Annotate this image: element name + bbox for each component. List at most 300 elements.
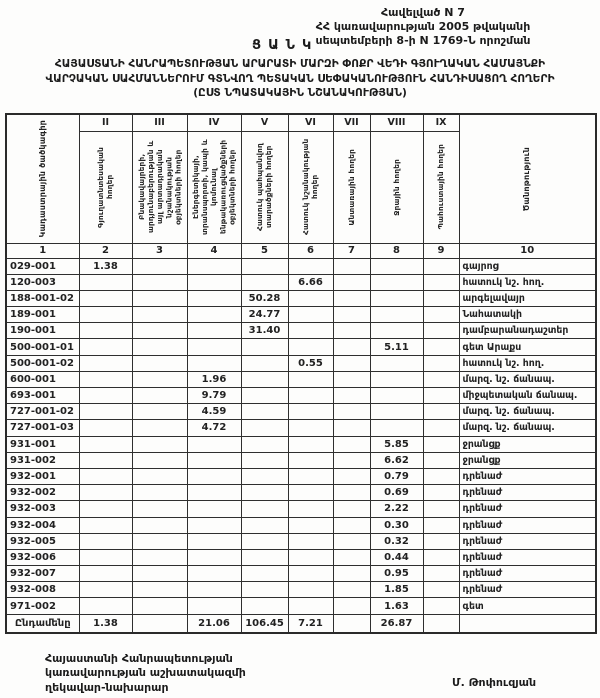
area-value-c4 <box>187 436 241 452</box>
area-value-c2 <box>79 549 132 565</box>
area-value-c2 <box>79 452 132 468</box>
column-index-6: 6 <box>288 243 333 258</box>
area-value-c7 <box>333 485 370 501</box>
area-value-c5 <box>241 388 288 404</box>
signatory-block <box>45 652 246 695</box>
area-value-c9 <box>423 452 459 468</box>
area-value-c8: 6.62 <box>370 452 423 468</box>
table-row <box>6 371 596 387</box>
area-value-c8 <box>370 274 423 290</box>
roman-numeral-III: III <box>132 114 187 131</box>
total-value-c6: 7.21 <box>288 614 333 633</box>
column-index-10: 10 <box>459 243 596 258</box>
area-value-c3 <box>132 485 187 501</box>
area-value-c8 <box>370 290 423 306</box>
area-value-c2 <box>79 566 132 582</box>
area-value-c7 <box>333 517 370 533</box>
area-value-c9 <box>423 436 459 452</box>
area-value-c9 <box>423 323 459 339</box>
cadastral-code: 971-002 <box>6 598 79 614</box>
column-index-7: 7 <box>333 243 370 258</box>
area-value-c2 <box>79 371 132 387</box>
area-value-c7 <box>333 582 370 598</box>
note-cell: ջրանցք <box>459 436 596 452</box>
total-value-c2: 1.38 <box>79 614 132 633</box>
area-value-c8: 0.32 <box>370 533 423 549</box>
category-header-label: Գյուղատնտեսական հողեր <box>96 146 115 228</box>
area-value-c9 <box>423 307 459 323</box>
area-value-c3 <box>132 566 187 582</box>
cadastral-code: 500-001-02 <box>6 355 79 371</box>
note-cell: մարզ. նշ. ճանապ. <box>459 404 596 420</box>
area-value-c8: 0.69 <box>370 485 423 501</box>
table-row <box>6 452 596 468</box>
area-value-c8 <box>370 258 423 274</box>
area-value-c5 <box>241 501 288 517</box>
area-value-c3 <box>132 436 187 452</box>
table-row <box>6 290 596 306</box>
area-value-c3 <box>132 290 187 306</box>
cadastral-code: 932-004 <box>6 517 79 533</box>
note-cell: դրենաժ <box>459 549 596 565</box>
area-value-c4 <box>187 339 241 355</box>
area-value-c4 <box>187 307 241 323</box>
area-value-c9 <box>423 566 459 582</box>
column-index-5: 5 <box>241 243 288 258</box>
area-value-c6 <box>288 598 333 614</box>
table-row <box>6 566 596 582</box>
category-header-5 <box>241 131 288 243</box>
table-row <box>6 339 596 355</box>
total-label: Ընդամենը <box>6 614 79 633</box>
column-index-2: 2 <box>79 243 132 258</box>
area-value-c5 <box>241 436 288 452</box>
table-row <box>6 468 596 484</box>
roman-numeral-row <box>6 114 596 131</box>
area-value-c4 <box>187 598 241 614</box>
area-value-c9 <box>423 339 459 355</box>
area-value-c9 <box>423 404 459 420</box>
area-value-c6: 0.55 <box>288 355 333 371</box>
area-value-c7 <box>333 258 370 274</box>
area-value-c7 <box>333 388 370 404</box>
table-row <box>6 582 596 598</box>
area-value-c5 <box>241 533 288 549</box>
note-cell: դրենաժ <box>459 582 596 598</box>
cadastral-code: 932-003 <box>6 501 79 517</box>
area-value-c8: 0.44 <box>370 549 423 565</box>
area-value-c4 <box>187 290 241 306</box>
area-value-c6 <box>288 323 333 339</box>
table-row <box>6 501 596 517</box>
area-value-c7 <box>333 371 370 387</box>
document-title <box>10 57 590 101</box>
roman-numeral-IX: IX <box>423 114 459 131</box>
roman-numeral-II: II <box>79 114 132 131</box>
area-value-c8: 5.85 <box>370 436 423 452</box>
column-index-1: 1 <box>6 243 79 258</box>
area-value-c5 <box>241 566 288 582</box>
area-value-c6 <box>288 452 333 468</box>
area-value-c8: 1.63 <box>370 598 423 614</box>
area-value-c9 <box>423 290 459 306</box>
area-value-c6 <box>288 468 333 484</box>
table-row <box>6 323 596 339</box>
note-cell: գետ Արաքս <box>459 339 596 355</box>
area-value-c2 <box>79 598 132 614</box>
area-value-c5 <box>241 468 288 484</box>
area-value-c7 <box>333 355 370 371</box>
category-header-label: Պահուստային հողեր <box>436 144 446 230</box>
cadastral-code: 188-001-02 <box>6 290 79 306</box>
category-header-2 <box>79 131 132 243</box>
area-value-c4 <box>187 501 241 517</box>
area-value-c3 <box>132 598 187 614</box>
area-value-c6: 6.66 <box>288 274 333 290</box>
area-value-c3 <box>132 549 187 565</box>
cadastral-code: 190-001 <box>6 323 79 339</box>
area-value-c3 <box>132 468 187 484</box>
area-value-c5: 31.40 <box>241 323 288 339</box>
area-value-c5 <box>241 371 288 387</box>
note-cell: արգելավայր <box>459 290 596 306</box>
area-value-c5: 24.77 <box>241 307 288 323</box>
area-value-c7 <box>333 436 370 452</box>
roman-numeral-VI: VI <box>288 114 333 131</box>
note-cell: դրենաժ <box>459 566 596 582</box>
table-row <box>6 436 596 452</box>
note-cell: դրենաժ <box>459 501 596 517</box>
cadastral-code: 693-001 <box>6 388 79 404</box>
area-value-c4 <box>187 549 241 565</box>
area-value-c8: 2.22 <box>370 501 423 517</box>
area-value-c9 <box>423 420 459 436</box>
cadastral-code: 727-001-02 <box>6 404 79 420</box>
area-value-c4 <box>187 468 241 484</box>
note-cell: դրենաժ <box>459 533 596 549</box>
area-value-c7 <box>333 598 370 614</box>
area-value-c9 <box>423 485 459 501</box>
note-cell: դրենաժ <box>459 468 596 484</box>
column-index-4: 4 <box>187 243 241 258</box>
document-type-label: ՑԱՆԿ <box>252 38 319 53</box>
area-value-c9 <box>423 355 459 371</box>
area-value-c6 <box>288 582 333 598</box>
area-value-c5 <box>241 517 288 533</box>
category-header-6 <box>288 131 333 243</box>
area-value-c8: 1.85 <box>370 582 423 598</box>
area-value-c2 <box>79 404 132 420</box>
area-value-c2 <box>79 582 132 598</box>
area-value-c7 <box>333 323 370 339</box>
table-row <box>6 598 596 614</box>
area-value-c2 <box>79 501 132 517</box>
area-value-c9 <box>423 549 459 565</box>
area-value-c8: 0.30 <box>370 517 423 533</box>
area-value-c3 <box>132 501 187 517</box>
area-value-c6 <box>288 485 333 501</box>
area-value-c6 <box>288 549 333 565</box>
cadastral-code: 932-001 <box>6 468 79 484</box>
area-value-c3 <box>132 355 187 371</box>
column-index-3: 3 <box>132 243 187 258</box>
table-row <box>6 420 596 436</box>
table-row <box>6 307 596 323</box>
area-value-c2 <box>79 485 132 501</box>
cadastral-code: 931-002 <box>6 452 79 468</box>
area-value-c4 <box>187 258 241 274</box>
total-value-c4: 21.06 <box>187 614 241 633</box>
area-value-c4 <box>187 323 241 339</box>
area-value-c5 <box>241 485 288 501</box>
area-value-c6 <box>288 436 333 452</box>
note-cell: ջրանցք <box>459 452 596 468</box>
area-value-c3 <box>132 323 187 339</box>
area-value-c2 <box>79 307 132 323</box>
area-value-c9 <box>423 468 459 484</box>
area-value-c2 <box>79 388 132 404</box>
note-cell: հատուկ նշ. հող. <box>459 355 596 371</box>
roman-numeral-VII: VII <box>333 114 370 131</box>
area-value-c3 <box>132 339 187 355</box>
area-value-c6 <box>288 307 333 323</box>
table-row <box>6 549 596 565</box>
category-header-3 <box>132 131 187 243</box>
total-value-c8: 26.87 <box>370 614 423 633</box>
area-value-c7 <box>333 290 370 306</box>
area-value-c8 <box>370 371 423 387</box>
area-value-c4 <box>187 355 241 371</box>
area-value-c2 <box>79 533 132 549</box>
note-cell: գետ <box>459 598 596 614</box>
cadastral-code: 932-005 <box>6 533 79 549</box>
table-row <box>6 485 596 501</box>
area-value-c3 <box>132 371 187 387</box>
column-index-9: 9 <box>423 243 459 258</box>
cadastral-code: 029-001 <box>6 258 79 274</box>
table-row <box>6 517 596 533</box>
area-value-c7 <box>333 404 370 420</box>
area-value-c3 <box>132 517 187 533</box>
area-value-c7 <box>333 468 370 484</box>
note-cell: հատուկ նշ. հող. <box>459 274 596 290</box>
category-header-label: Բնակավայրերի, արդյունաբերության և այլ արտադրական նշանակության օբյեկտների հողեր <box>136 140 183 234</box>
area-value-c5 <box>241 355 288 371</box>
total-value-c9 <box>423 614 459 633</box>
area-value-c6 <box>288 501 333 517</box>
table-row <box>6 274 596 290</box>
category-header-9 <box>423 131 459 243</box>
area-value-c4: 9.79 <box>187 388 241 404</box>
table-row <box>6 388 596 404</box>
area-value-c9 <box>423 274 459 290</box>
cadastral-code: 932-006 <box>6 549 79 565</box>
area-value-c7 <box>333 549 370 565</box>
area-value-c5: 50.28 <box>241 290 288 306</box>
appendix-number: Հավելված N 7 <box>381 6 465 19</box>
total-value-c5: 106.45 <box>241 614 288 633</box>
area-value-c3 <box>132 420 187 436</box>
area-value-c5 <box>241 258 288 274</box>
area-value-c5 <box>241 582 288 598</box>
area-value-c2 <box>79 355 132 371</box>
cadastral-code: 932-002 <box>6 485 79 501</box>
area-value-c3 <box>132 388 187 404</box>
area-value-c3 <box>132 258 187 274</box>
table-row <box>6 533 596 549</box>
area-value-c2: 1.38 <box>79 258 132 274</box>
total-value-c7 <box>333 614 370 633</box>
roman-numeral-VIII: VIII <box>370 114 423 131</box>
area-value-c8: 0.79 <box>370 468 423 484</box>
note-cell: դրենաժ <box>459 517 596 533</box>
land-category-table <box>5 113 597 634</box>
area-value-c5 <box>241 420 288 436</box>
note-cell: միջպետական ճանապ. <box>459 388 596 404</box>
area-value-c8 <box>370 307 423 323</box>
title-line-1: ՀԱՅԱՍՏԱՆԻ ՀԱՆՐԱՊԵՏՈՒԹՅԱՆ ԱՐԱՐԱՏԻ ՄԱՐԶԻ ՓՈՔՐ ՎԵԴԻ ԳՅՈՒՂԱԿԱՆ ՀԱՄԱՅՆՔԻ <box>54 58 546 70</box>
signature-name: Մ. Թոփուզյան <box>452 676 537 689</box>
area-value-c7 <box>333 307 370 323</box>
total-row <box>6 614 596 633</box>
note-cell: մարզ. նշ. ճանապ. <box>459 371 596 387</box>
area-value-c9 <box>423 598 459 614</box>
decree-line-2: սեպտեմբերի 8-ի N 1769-Ն որոշման <box>315 33 531 47</box>
cadastral-code-header: Կադաստրային ծածկագիր <box>6 114 79 243</box>
area-value-c9 <box>423 258 459 274</box>
area-value-c2 <box>79 436 132 452</box>
cadastral-code: 931-001 <box>6 436 79 452</box>
roman-numeral-V: V <box>241 114 288 131</box>
total-note-cell <box>459 614 596 633</box>
area-value-c6 <box>288 404 333 420</box>
area-value-c7 <box>333 339 370 355</box>
area-value-c8 <box>370 323 423 339</box>
category-header-label: Ջրային հողեր <box>391 158 401 216</box>
area-value-c6 <box>288 290 333 306</box>
area-value-c5 <box>241 404 288 420</box>
area-value-c3 <box>132 533 187 549</box>
category-header-8 <box>370 131 423 243</box>
note-cell: դամբարանադաշտեր <box>459 323 596 339</box>
area-value-c9 <box>423 582 459 598</box>
table-row <box>6 355 596 371</box>
cadastral-code: 120-003 <box>6 274 79 290</box>
cadastral-code: 189-001 <box>6 307 79 323</box>
category-header-label: Էներգետիկայի, տրանսպորտի, կապի և կոմունալ ենթակառուցվածքների օբյեկտների հողեր <box>191 139 237 235</box>
area-value-c2 <box>79 274 132 290</box>
area-value-c4 <box>187 582 241 598</box>
total-value-c3 <box>132 614 187 633</box>
cadastral-code: 500-001-01 <box>6 339 79 355</box>
title-line-2: ՎԱՐՉԱԿԱՆ ՍԱՀՄԱՆՆԵՐՈՒՄ ԳՏՆՎՈՂ ՊԵՏԱԿԱՆ ՍԵՓԱԿԱՆՈՒԹՅՈՒՆ ՀԱՆԴԻՍԱՑՈՂ ՀՈՂԵՐԻ <box>45 72 555 85</box>
area-value-c9 <box>423 533 459 549</box>
area-value-c4: 4.72 <box>187 420 241 436</box>
area-value-c4 <box>187 452 241 468</box>
column-index-row <box>6 243 596 258</box>
note-cell: գայրոց <box>459 258 596 274</box>
area-value-c4 <box>187 485 241 501</box>
area-value-c7 <box>333 420 370 436</box>
area-value-c6 <box>288 566 333 582</box>
cadastral-code: 932-008 <box>6 582 79 598</box>
footer-line-3: ղեկավար-նախարար <box>45 680 169 694</box>
roman-numeral-IV: IV <box>187 114 241 131</box>
area-value-c3 <box>132 274 187 290</box>
note-cell: մարզ. նշ. ճանապ. <box>459 420 596 436</box>
area-value-c9 <box>423 501 459 517</box>
area-value-c6 <box>288 388 333 404</box>
notes-header: Ծանոթություն <box>459 114 596 243</box>
cadastral-code: 600-001 <box>6 371 79 387</box>
area-value-c3 <box>132 404 187 420</box>
note-cell: դրենաժ <box>459 485 596 501</box>
column-index-8: 8 <box>370 243 423 258</box>
area-value-c9 <box>423 388 459 404</box>
area-value-c9 <box>423 371 459 387</box>
area-value-c3 <box>132 307 187 323</box>
category-header-label: Հատուկ նշանակության հողեր <box>301 138 320 236</box>
cadastral-code: 727-001-03 <box>6 420 79 436</box>
area-value-c4 <box>187 517 241 533</box>
area-value-c4: 4.59 <box>187 404 241 420</box>
area-value-c8 <box>370 355 423 371</box>
table-row <box>6 258 596 274</box>
area-value-c6 <box>288 339 333 355</box>
area-value-c3 <box>132 582 187 598</box>
area-value-c4 <box>187 566 241 582</box>
area-value-c8 <box>370 420 423 436</box>
area-value-c3 <box>132 452 187 468</box>
area-value-c5 <box>241 549 288 565</box>
area-value-c5 <box>241 452 288 468</box>
footer-line-2: կառավարության աշխատակազմի <box>45 666 246 680</box>
title-line-3: (ԸՍՏ ՆՊԱՏԱԿԱՅԻՆ ՆՇԱՆԱԿՈՒԹՅԱՆ) <box>193 87 407 100</box>
area-value-c5 <box>241 274 288 290</box>
area-value-c6 <box>288 533 333 549</box>
area-value-c2 <box>79 517 132 533</box>
category-header-label: Անտառային հողեր <box>346 148 356 226</box>
area-value-c7 <box>333 452 370 468</box>
table-row <box>6 404 596 420</box>
area-value-c2 <box>79 323 132 339</box>
cadastral-code: 932-007 <box>6 566 79 582</box>
footer-line-1: Հայաստանի Հանրապետության <box>45 652 233 665</box>
area-value-c6 <box>288 517 333 533</box>
area-value-c6 <box>288 420 333 436</box>
area-value-c5 <box>241 598 288 614</box>
area-value-c7 <box>333 501 370 517</box>
area-value-c2 <box>79 468 132 484</box>
area-value-c2 <box>79 339 132 355</box>
area-value-c9 <box>423 517 459 533</box>
area-value-c8 <box>370 388 423 404</box>
area-value-c7 <box>333 533 370 549</box>
area-value-c4: 1.96 <box>187 371 241 387</box>
area-value-c2 <box>79 420 132 436</box>
area-value-c8: 0.95 <box>370 566 423 582</box>
area-value-c2 <box>79 290 132 306</box>
note-cell: Նահատակի <box>459 307 596 323</box>
area-value-c6 <box>288 258 333 274</box>
area-value-c7 <box>333 274 370 290</box>
area-value-c4 <box>187 533 241 549</box>
decree-line-1: ՀՀ կառավարության 2005 թվականի <box>315 19 531 33</box>
category-header-4 <box>187 131 241 243</box>
area-value-c8: 5.11 <box>370 339 423 355</box>
area-value-c7 <box>333 566 370 582</box>
category-header-7 <box>333 131 370 243</box>
